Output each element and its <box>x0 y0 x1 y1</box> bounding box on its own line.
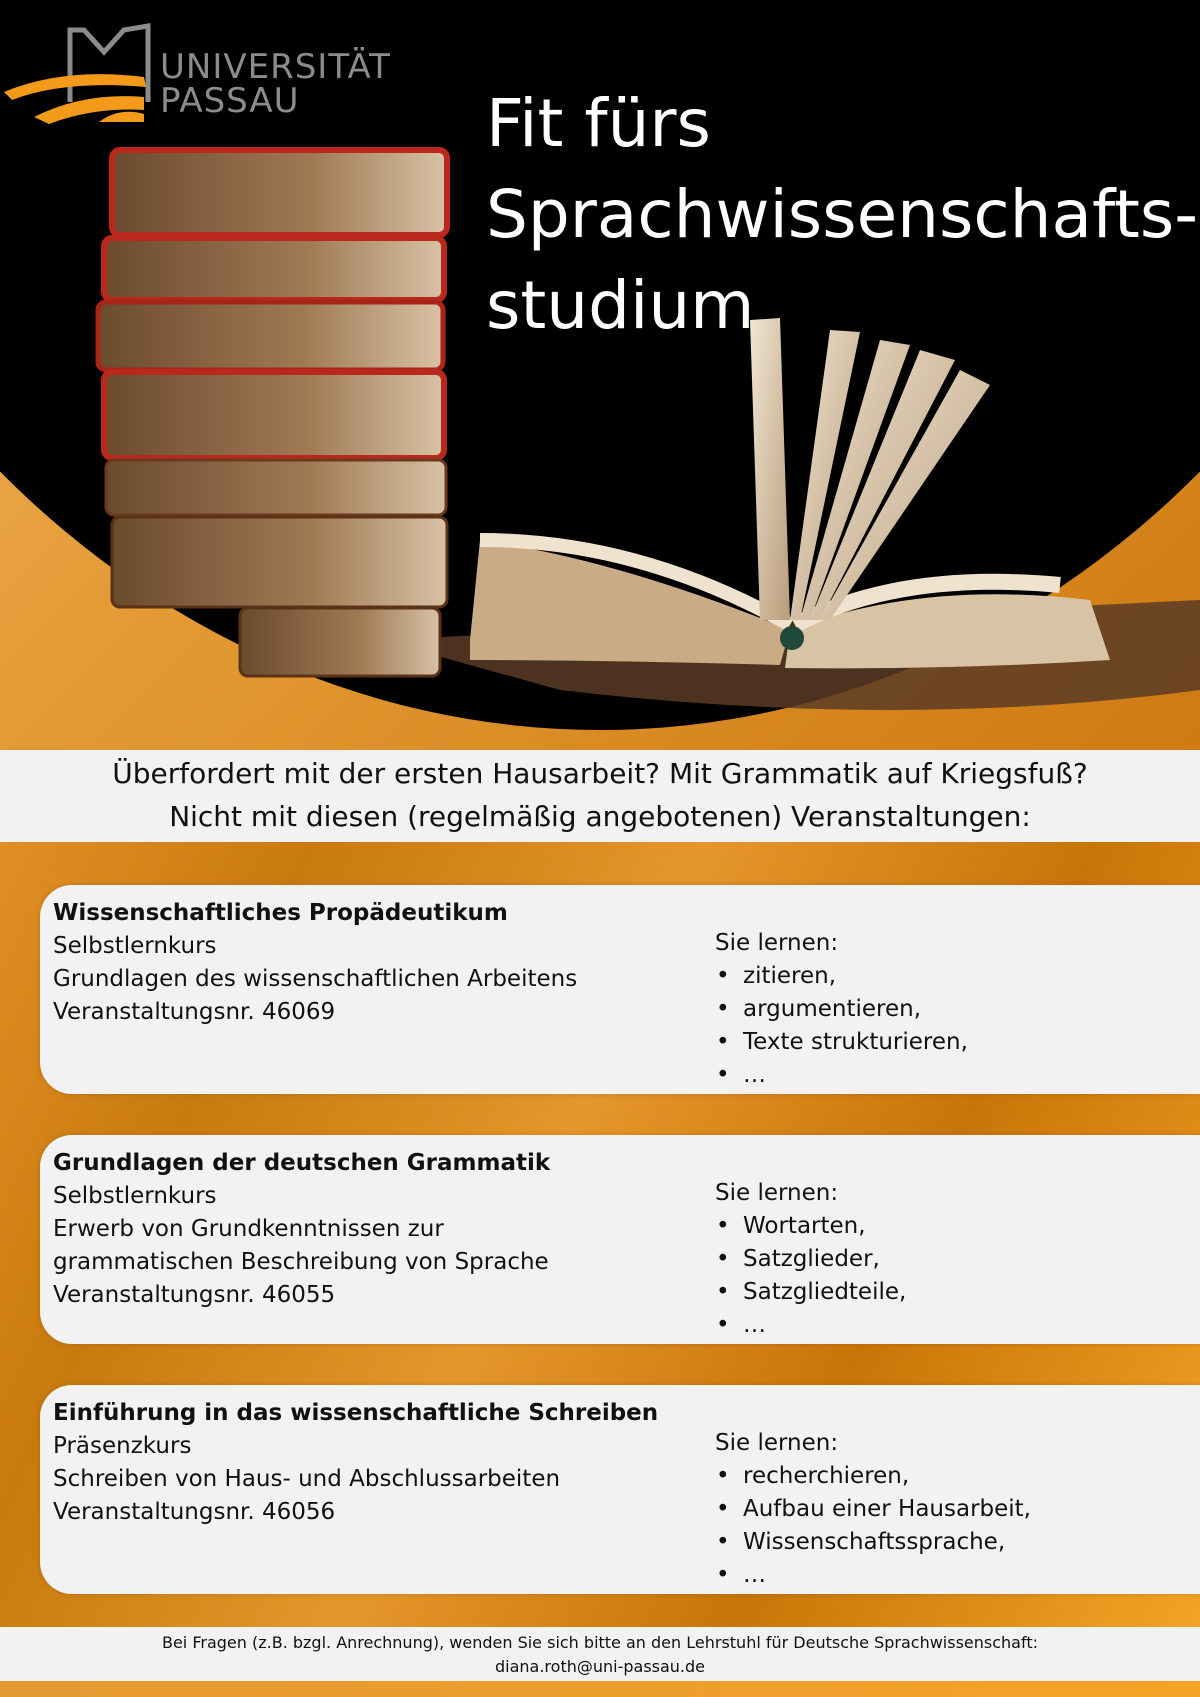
learning-goals <box>715 927 1195 1092</box>
course-section <box>0 842 1200 1627</box>
contact-email: diana.roth@uni-passau.de <box>494 1657 706 1676</box>
course-card <box>40 1385 1200 1594</box>
learning-item: • Satzglieder, <box>715 1243 1195 1276</box>
learning-list <box>715 1460 1195 1592</box>
learning-item: • … <box>715 1059 1195 1092</box>
course-number: Veranstaltungsnr. 46055 <box>53 1282 336 1308</box>
course-card <box>40 885 1200 1094</box>
learning-heading: Sie lernen: <box>715 930 839 956</box>
learning-goals <box>715 1427 1195 1592</box>
course-number: Veranstaltungsnr. 46069 <box>53 999 336 1025</box>
contact-text: Bei Fragen (z.B. bzgl. Anrechnung), wenden Sie sich bitte an den Lehrstuhl für Deutsche Sprachwissenschaft: <box>161 1633 1038 1652</box>
title-line-1: Fit fürs <box>486 85 711 162</box>
course-title: Einführung in das wissenschaftliche Schreiben <box>53 1400 659 1426</box>
learning-item: • … <box>715 1559 1195 1592</box>
course-type: Selbstlernkurs <box>53 933 217 959</box>
title-line-3: studium <box>486 267 755 344</box>
learning-heading: Sie lernen: <box>715 1180 839 1206</box>
course-description: Grundlagen des wissenschaftlichen Arbeitens <box>53 966 578 992</box>
course-description: Schreiben von Haus- und Abschlussarbeiten <box>53 1466 561 1492</box>
university-logo-icon <box>4 22 164 132</box>
learning-item: • Aufbau einer Hausarbeit, <box>715 1493 1195 1526</box>
intro-text <box>0 750 1200 844</box>
learning-list <box>715 960 1195 1092</box>
learning-item: • Wissenschaftssprache, <box>715 1526 1195 1559</box>
course-info <box>53 1147 693 1312</box>
title-line-2: Sprachwissenschafts- <box>486 176 1199 253</box>
course-info <box>53 897 693 1029</box>
learning-item: • Wortarten, <box>715 1210 1195 1243</box>
learning-item: • argumentieren, <box>715 993 1195 1026</box>
course-card <box>40 1135 1200 1344</box>
book-stack <box>98 150 447 676</box>
contact-footer <box>0 1627 1200 1685</box>
open-book <box>470 318 1110 668</box>
course-type: Präsenzkurs <box>53 1433 192 1459</box>
learning-goals <box>715 1177 1195 1342</box>
learning-list <box>715 1210 1195 1342</box>
learning-item: • … <box>715 1309 1195 1342</box>
course-title: Wissenschaftliches Propädeutikum <box>53 900 508 926</box>
learning-item: • Satzgliedteile, <box>715 1276 1195 1309</box>
logo-text-line2: PASSAU <box>160 81 300 121</box>
university-logo <box>4 22 394 132</box>
learning-item: • Texte strukturieren, <box>715 1026 1195 1059</box>
learning-heading: Sie lernen: <box>715 1430 839 1456</box>
course-description: Erwerb von Grundkenntnissen zur <box>53 1216 444 1242</box>
logo-text-line1: UNIVERSITÄT <box>160 47 391 87</box>
course-title: Grundlagen der deutschen Grammatik <box>53 1150 551 1176</box>
page-title <box>486 78 1198 351</box>
intro-line-2: Nicht mit diesen (regelmäßig angebotenen) Veranstaltungen: <box>169 800 1031 833</box>
course-description: grammatischen Beschreibung von Sprache <box>53 1249 549 1275</box>
course-type: Selbstlernkurs <box>53 1183 217 1209</box>
course-number: Veranstaltungsnr. 46056 <box>53 1499 336 1525</box>
footer-accent-strip <box>0 1681 1200 1697</box>
intro-line-1: Überfordert mit der ersten Hausarbeit? Mit Grammatik auf Kriegsfuß? <box>112 757 1088 790</box>
learning-item: • zitieren, <box>715 960 1195 993</box>
course-info <box>53 1397 693 1529</box>
hero-banner <box>0 0 1200 750</box>
learning-item: • recherchieren, <box>715 1460 1195 1493</box>
